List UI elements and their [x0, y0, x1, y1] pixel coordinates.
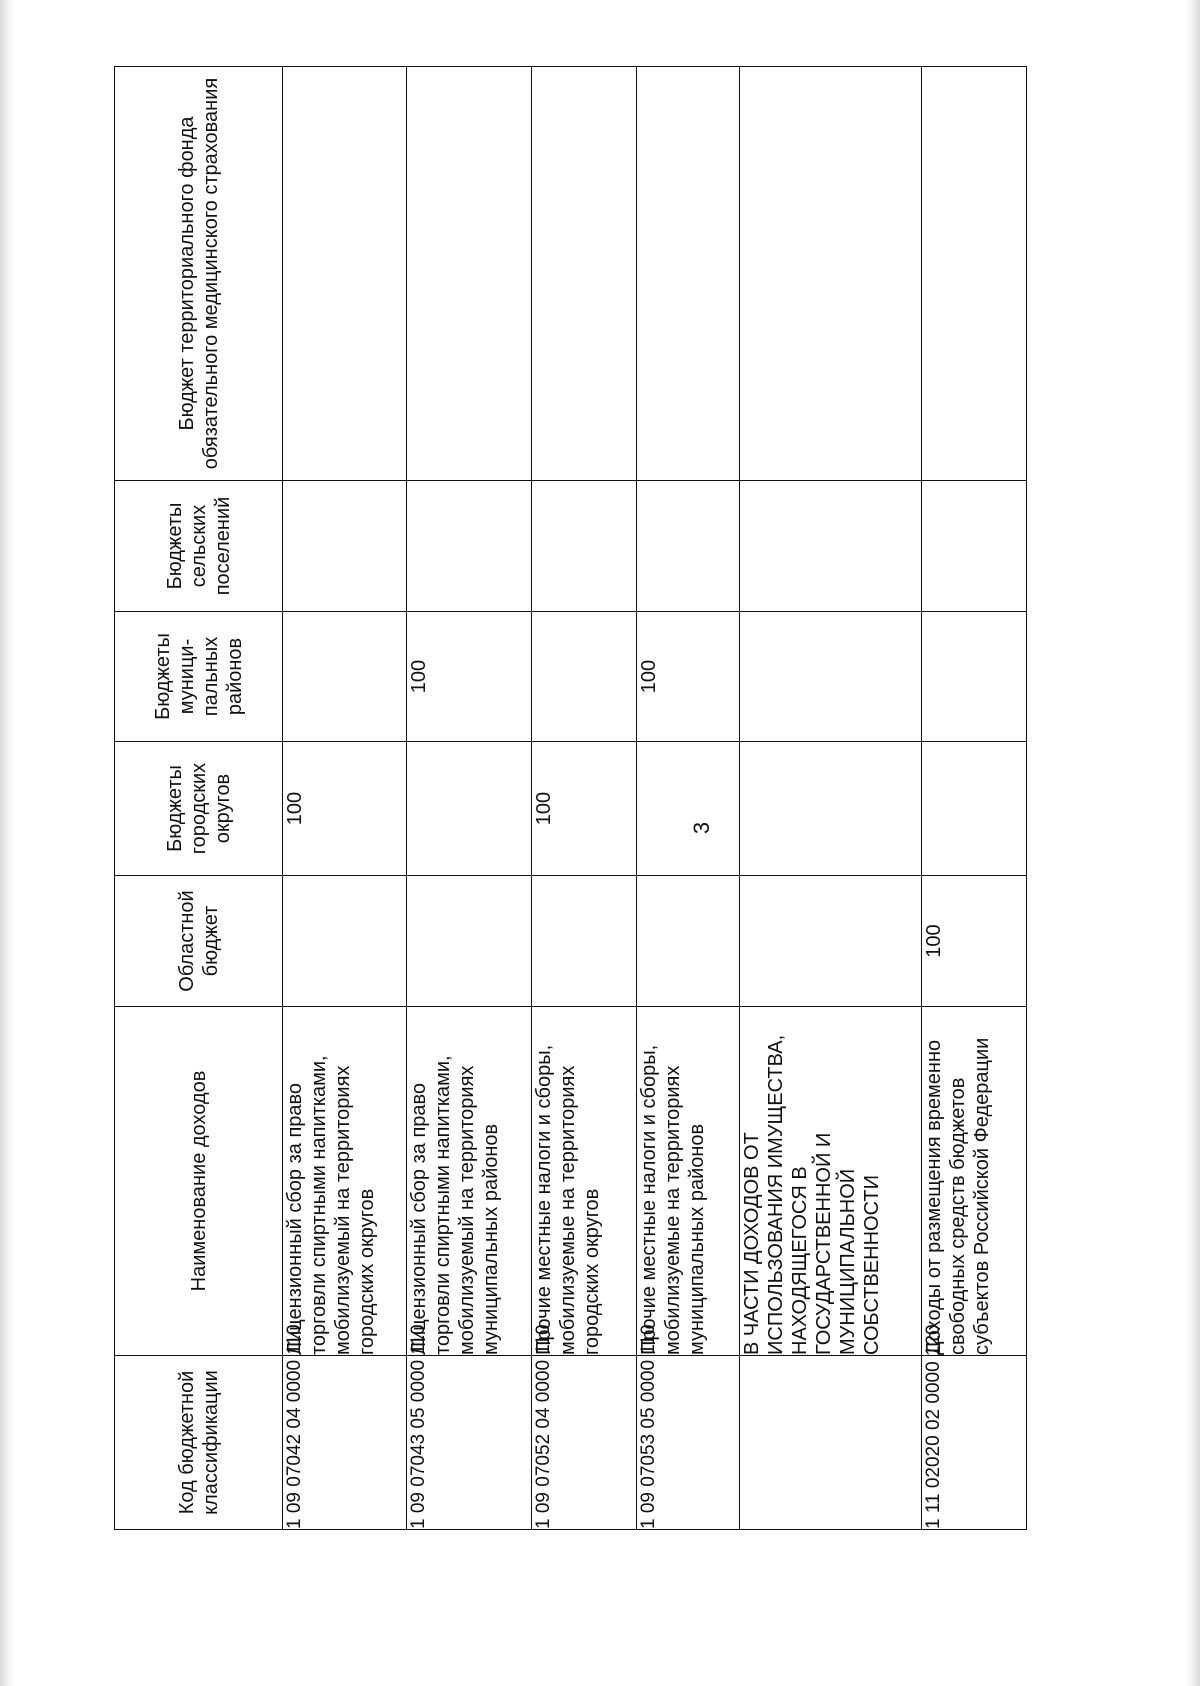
table-header-row — [115, 67, 283, 1530]
row-name: Лицензионный сбор за право торговли спиртными напитками, мобилизуемый на территориях городских округов — [283, 1007, 407, 1356]
row-tfoms — [283, 67, 407, 481]
row-oblast — [407, 876, 532, 1007]
revenue-distribution-table — [114, 66, 1027, 1530]
row-gorod-okruga: 100 — [532, 742, 637, 876]
row-oblast — [637, 876, 740, 1007]
row-mun-rayony — [532, 612, 637, 742]
row-oblast — [283, 876, 407, 1007]
header-tfoms: Бюджет территориального фонда обязательного медицинского страхования — [115, 67, 283, 481]
header-name: Наименование доходов — [115, 1007, 283, 1356]
row-code: 1 09 07043 05 0000 110 — [407, 1356, 532, 1530]
row-selsk-poseleniya — [740, 481, 922, 612]
header-selsk-poseleniya: Бюджеты сельских поселений — [115, 481, 283, 612]
row-gorod-okruga — [407, 742, 532, 876]
row-selsk-poseleniya — [637, 481, 740, 612]
header-oblast: Областной бюджет — [115, 876, 283, 1007]
row-code — [740, 1356, 922, 1530]
table-row — [283, 67, 407, 1530]
table-row — [407, 67, 532, 1530]
table-row — [740, 67, 922, 1530]
row-oblast: 100 — [922, 876, 1027, 1007]
scan-edge-left — [0, 0, 14, 1686]
row-code: 1 09 07053 05 0000 110 — [637, 1356, 740, 1530]
row-selsk-poseleniya — [922, 481, 1027, 612]
row-tfoms — [532, 67, 637, 481]
header-mun-rayony: Бюджеты муници-пальных районов — [115, 612, 283, 742]
row-mun-rayony: 100 — [637, 612, 740, 742]
row-tfoms — [407, 67, 532, 481]
row-tfoms — [740, 67, 922, 481]
page-number: 3 — [689, 821, 714, 835]
row-name: Доходы от размещения временно свободных средств бюджетов субъектов Российской Федерации — [922, 1007, 1027, 1356]
header-gorod-okruga: Бюджеты городских округов — [115, 742, 283, 876]
table-row — [532, 67, 637, 1530]
row-gorod-okruga: 100 — [283, 742, 407, 876]
row-mun-rayony — [922, 612, 1027, 742]
row-oblast — [740, 876, 922, 1007]
row-mun-rayony — [740, 612, 922, 742]
row-mun-rayony — [283, 612, 407, 742]
row-name: Прочие местные налоги и сборы, мобилизуемые на территориях городских округов — [532, 1007, 637, 1356]
row-name: Лицензионный сбор за право торговли спиртными напитками, мобилизуемый на территориях муниципальных районов — [407, 1007, 532, 1356]
row-code: 1 09 07042 04 0000 110 — [283, 1356, 407, 1530]
rotated-table-frame — [114, 67, 1007, 1530]
row-code: 1 11 02020 02 0000 120 — [922, 1356, 1027, 1530]
row-selsk-poseleniya — [532, 481, 637, 612]
row-gorod-okruga — [922, 742, 1027, 876]
row-selsk-poseleniya — [283, 481, 407, 612]
row-name: В ЧАСТИ ДОХОДОВ ОТ ИСПОЛЬЗОВАНИЯ ИМУЩЕСТВА, НАХОДЯЩЕГОСЯ В ГОСУДАРСТВЕННОЙ И МУНИЦИПАЛЬНОЙ СОБСТВЕННОСТИ — [740, 1007, 922, 1356]
row-tfoms — [922, 67, 1027, 481]
row-mun-rayony: 100 — [407, 612, 532, 742]
row-code: 1 09 07052 04 0000 110 — [532, 1356, 637, 1530]
row-selsk-poseleniya — [407, 481, 532, 612]
table-row — [922, 67, 1027, 1530]
header-code: Код бюджетной классификации — [115, 1356, 283, 1530]
scan-edge-right — [1186, 0, 1200, 1686]
row-oblast — [532, 876, 637, 1007]
row-gorod-okruga — [740, 742, 922, 876]
row-tfoms — [637, 67, 740, 481]
row-name: Прочие местные налоги и сборы, мобилизуемые на территориях муниципальных районов — [637, 1007, 740, 1356]
table-row — [637, 67, 740, 1530]
row-gorod-okruga — [637, 742, 740, 876]
